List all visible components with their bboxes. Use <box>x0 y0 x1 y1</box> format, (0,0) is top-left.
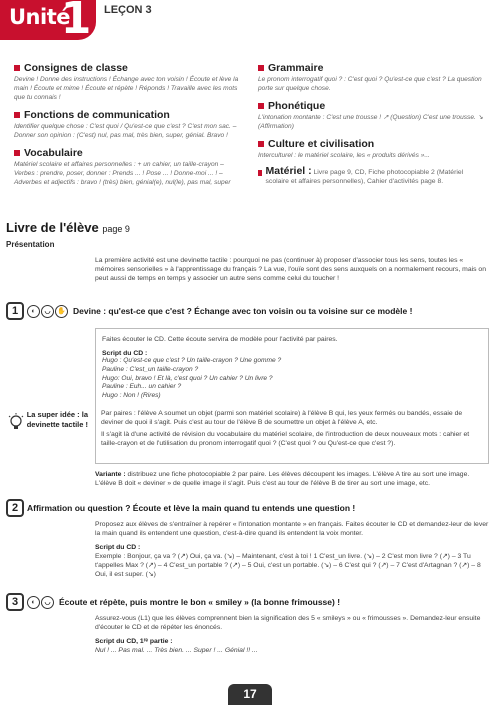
section-title: Culture et civilisation <box>258 138 486 150</box>
activity-2-body <box>95 520 490 579</box>
activity-2-script: Exemple : Bonjour, ça va ? (↗) Oui, ça va. (↘) – Maintenant, c'est à toi ! 1 C'est_un livre. (↘) – 2 C'est mon livre ? (↗) – 3 Tu t'appelles Max ? (↗) – 4 C'est_un portable ? (↗) – 5 Oui, c'est un portable. (↘) – 6 C'est qui ? (↗) – 7 C'est d'Artagnan ? (↗) – 8 Oui, il est super. (↘) <box>95 553 481 578</box>
unite-tab <box>0 0 96 44</box>
activity-icons <box>27 305 69 318</box>
activity-number-badge: 3 <box>6 593 24 611</box>
section-title: Fonctions de communication <box>14 109 240 121</box>
section-body: Devine ! Donne des instructions ! Échange avec ton voisin ! Écoute et lève la main ! Écoute et mime ! Écoute et répète ! Réponds ! Travaille avec les mots que tu connais ! <box>14 76 239 101</box>
section-body: Interculturel : le matériel scolaire, les « produits dérivés »... <box>258 152 430 159</box>
variante-label: Variante : <box>95 471 126 478</box>
variante-paragraph <box>95 470 490 488</box>
bullet-square-icon <box>14 150 20 156</box>
script-line: Hugo : Qu'est-ce que c'est ? Un taille-crayon ? Une gomme ? <box>102 357 282 364</box>
idea-paragraph: Il s'agit là d'une activité de révision du vocabulaire du matériel scolaire, de l'introduction de deux nouveaux mots : cahier et taille-crayon et de l'utilisation du pronom interrogatif quoi ? (C'est quoi ? ou Qu'est-ce que c'est ?). <box>101 431 470 447</box>
activity-title: Affirmation ou question ? Écoute et lève la main quand tu entends une question ! <box>27 503 356 513</box>
activity-3-script: Nul ! ... Pas mal. ... Très bien. ... Super ! ... Génial !! ... <box>95 647 258 654</box>
section-body: Identifier quelque chose : C'est quoi / Qu'est-ce que c'est ? C'est mon sac. – Donner son opinion : (C'est) nul, pas mal, très bien, super, génial. Bravo ! <box>14 123 237 139</box>
section-title <box>258 167 486 186</box>
section-title: Phonétique <box>258 100 486 112</box>
script-title: Script du CD : <box>102 350 148 357</box>
lecon-label: LEÇON 3 <box>104 4 152 16</box>
livre-page-ref: page 9 <box>102 224 130 234</box>
section-body: Le pronom interrogatif quoi ? : C'est quoi ? Qu'est-ce que c'est ? La question porte sur quelque chose. <box>258 76 482 92</box>
script-line: Pauline : C'est_un taille-crayon ? <box>102 365 199 373</box>
mouth-icon: ◡ <box>41 305 54 318</box>
summary-left-column <box>14 62 240 187</box>
summary-right-column <box>258 62 486 186</box>
section-body: Matériel scolaire et affaires personnelles : + un cahier, un taille-crayon – Verbes : prendre, poser, donner : Prends ... ! Pose ... ! Donne-moi ... ! – Adverbes et adjectifs : bravo ! (très) bien, génial(e), nul(le), pas mal, super <box>14 161 231 186</box>
section-title: Consignes de classe <box>14 62 240 74</box>
livre-heading: Livre de l'élève page 9 <box>6 220 130 235</box>
ear-icon: ◐ <box>27 305 40 318</box>
page-number: 17 <box>228 684 272 705</box>
script-line: Pauline : Euh... un cahier ? <box>102 383 182 391</box>
script-title: Script du CD, 1ʳᵉ partie : <box>95 638 173 645</box>
section-title: Grammaire <box>258 62 486 74</box>
activity-3-header <box>6 593 340 611</box>
materiel-body: Livre page 9, CD, Fiche photocopiable 2 (Matériel scolaire et affaires personnelles), Cahier d'activités page 8. <box>265 169 464 185</box>
activity-number-badge: 2 <box>6 499 24 517</box>
ear-icon: ◐ <box>27 596 40 609</box>
hand-icon: ✋ <box>55 305 68 318</box>
page-header <box>0 0 500 42</box>
script-line: Hugo: Oui, bravo ! Et là, c'est quoi ? Un cahier ? Un livre ? <box>102 374 273 382</box>
presentation-text: La première activité est une devinette tactile : pourquoi ne pas (continuer à) proposer d'associer tous les sens, toutes les « mémoires sensorielles » à l'apprentissage du français ? La vue, l'ouïe sont des sens auxquels on a normalement recours, mais on peut aussi de temps en temps y associer un autre sens comme celui du toucher ! <box>95 257 486 282</box>
activity-2-header <box>6 499 355 517</box>
activity-1-intro: Faites écouter le CD. Cette écoute servira de modèle pour l'activité par paires. <box>102 336 338 343</box>
bullet-square-icon <box>258 103 264 109</box>
variante-text: distribuez une fiche photocopiable 2 par paire. Les élèves découpent les images. L'élève A tire au sort une image. L'élève B doit « deviner » de quelle image il s'agit. Puis c'est au tour de l'élève B de tirer au sort une image, etc. <box>95 471 470 487</box>
super-idea-label: La super idée : la devinette tactile ! <box>26 410 88 429</box>
idea-paragraph: Par paires : l'élève A soumet un objet (parmi son matériel scolaire) à l'élève B qui, les yeux fermés ou bandés, essaie de deviner de quoi il s'agit. Puis c'est au tour de l'élève B de soumettre un objet à l'élève A, etc. <box>101 410 463 426</box>
section-body: L'intonation montante : C'est une trousse ! ↗ (Question) C'est une trousse. ↘ (Affirmation) <box>258 114 484 130</box>
script-title: Script du CD : <box>95 544 141 551</box>
unite-label: Unité <box>9 5 70 29</box>
bullet-square-icon <box>258 65 264 71</box>
activity-3-text: Assurez-vous (L1) que les élèves comprennent bien la signification des 5 « smileys » ou « frimousses ». Demandez-leur ensuite d'écouter le CD et de répéter les énoncés. <box>95 615 481 631</box>
activity-3-body <box>95 614 490 655</box>
bullet-square-icon <box>258 170 262 176</box>
activity-number-badge: 1 <box>6 302 24 320</box>
lightbulb-icon <box>6 412 26 432</box>
presentation-heading: Présentation <box>6 240 55 249</box>
activity-2-text: Proposez aux élèves de s'entraîner à repérer « l'intonation montante » en français. Faites écouter le CD et demandez-leur de lever la main quand ils entendent une question, c'est-à-dire quand ils entendent la voix monter. <box>95 521 489 537</box>
unite-number: 1 <box>60 0 92 44</box>
mouth-icon: ◡ <box>41 596 54 609</box>
bullet-square-icon <box>14 112 20 118</box>
activity-1-header <box>6 302 412 320</box>
activity-title: Devine : qu'est-ce que c'est ? Échange avec ton voisin ou ta voisine sur ce modèle ! <box>73 306 413 316</box>
section-title: Vocabulaire <box>14 147 240 159</box>
materiel-title: Matériel : <box>265 165 312 177</box>
super-idea-text <box>95 409 489 448</box>
script-line: Hugo : Non ! (Rires) <box>102 392 161 400</box>
bullet-square-icon <box>258 141 264 147</box>
activity-title: Écoute et répète, puis montre le bon « smiley » (la bonne frimousse) ! <box>59 597 341 607</box>
bullet-square-icon <box>14 65 20 71</box>
activity-icons <box>27 596 55 609</box>
